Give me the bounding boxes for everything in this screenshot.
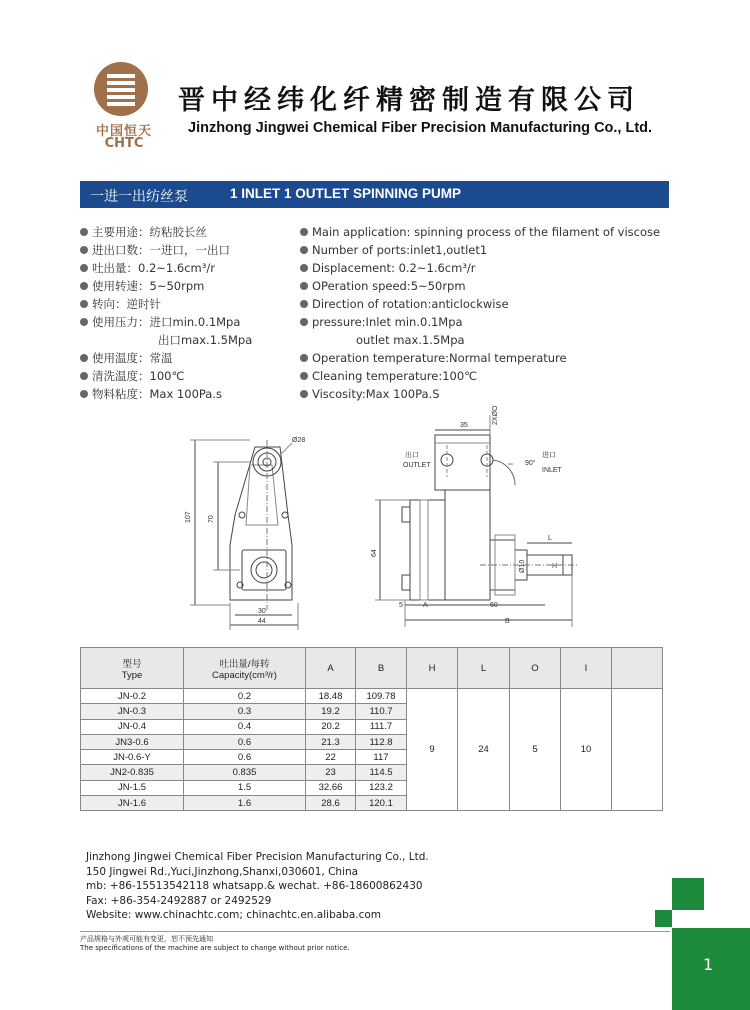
logo-cn: 中国恒天 (95, 124, 152, 139)
spec-item: 转向：逆时针 (80, 295, 252, 313)
dim-label: I (508, 463, 515, 465)
shared-h: 9 (407, 689, 458, 811)
pump-side-view-drawing (365, 395, 580, 635)
shared-i: 10 (561, 689, 612, 811)
table-row: JN-0.6-Y 0.6 22 117 (81, 750, 663, 765)
dim-label: 70 (208, 515, 215, 523)
spec-item: Cleaning temperature:100℃ (300, 367, 660, 385)
footer-divider (80, 931, 670, 932)
table-header-h: H (407, 648, 458, 689)
dim-label: 35 (460, 422, 468, 429)
spec-item: 吐出量：0.2~1.6cm³/r (80, 259, 252, 277)
spec-item: Viscosity:Max 100Pa.S (300, 385, 660, 403)
table-header-blank (612, 648, 663, 689)
spec-item: 物料粘度：Max 100Pa.s (80, 385, 252, 403)
spec-item: Operation temperature:Normal temperature (300, 349, 660, 367)
dim-label: 107 (185, 511, 192, 523)
table-header-type: 型号 Type (81, 648, 184, 689)
spec-list-cn (80, 223, 252, 403)
spec-item: 使用温度：常温 (80, 349, 252, 367)
company-title-en: Jinzhong Jingwei Chemical Fiber Precision Manufacturing Co., Ltd. (188, 120, 653, 136)
company-title-cn: 晋中经纬化纤精密制造有限公司 (178, 85, 640, 116)
table-header-capacity: 吐出量/每转 Capacity(cm³/r) (184, 648, 306, 689)
spec-item: 使用转速：5~50rpm (80, 277, 252, 295)
spec-item: pressure:Inlet min.0.1Mpa (300, 313, 660, 331)
table-row: JN3-0.6 0.6 21.3 112.8 (81, 734, 663, 749)
company-logo (88, 62, 160, 152)
spec-item: OPeration speed:5~50rpm (300, 277, 660, 295)
dim-label: 44 (258, 618, 266, 625)
table-row: JN-0.2 0.2 18.48 109.78 9 24 5 10 (81, 689, 663, 704)
decor-square (672, 878, 704, 910)
table-header-i: I (561, 648, 612, 689)
table-header-l: L (458, 648, 510, 689)
table-row: JN2-0.835 0.835 23 114.5 (81, 765, 663, 780)
contact-company: Jinzhong Jingwei Chemical Fiber Precision Manufacturing Co., Ltd. (86, 851, 429, 863)
dim-label: 90° (525, 460, 536, 467)
spec-item: Displacement: 0.2~1.6cm³/r (300, 259, 660, 277)
banner-title-cn: 一进一出纺丝泵 (90, 189, 188, 205)
dim-label: 60 (490, 602, 498, 609)
table-row: JN-1.6 1.6 28.6 120.1 (81, 796, 663, 811)
dim-label: 30 (258, 608, 266, 615)
section-banner (80, 181, 669, 208)
dim-label: A (423, 602, 428, 609)
spec-table (80, 647, 663, 811)
spec-item: 进出口数：一进口，一出口 (80, 241, 252, 259)
disclaimer: 产品规格与外观可能有变更，恕不预先通知 The specifications of the machine are subject to change without prior notice. (80, 935, 350, 952)
dim-label: Ø28 (292, 437, 306, 444)
contact-address: 150 Jingwei Rd.,Yuci,Jinzhong,Shanxi,030601, China (86, 865, 359, 878)
spec-item: 清洗温度：100℃ (80, 367, 252, 385)
inlet-label-en: INLET (542, 467, 562, 474)
contact-block (86, 850, 429, 923)
decor-square (655, 910, 672, 927)
dim-label: 64 (371, 549, 378, 557)
contact-website: Website: www.chinachtc.com; chinachtc.en.alibaba.com (86, 909, 382, 922)
outlet-label-en: OUTLET (403, 462, 431, 469)
spec-item: Main application: spinning process of the filament of viscose (300, 223, 660, 241)
spec-item: 主要用途：纺粘胶长丝 (80, 223, 252, 241)
logo-emblem (94, 62, 148, 116)
inlet-label-cn: 进口 (542, 452, 556, 459)
spec-list-en (300, 223, 660, 403)
pump-front-view-drawing (180, 425, 325, 635)
dim-label: 5 (399, 602, 403, 609)
dim-label: H (552, 563, 558, 570)
table-header-b: B (356, 648, 407, 689)
spec-item: outlet max.1.5Mpa (356, 333, 465, 347)
spec-item: Number of ports:inlet1,outlet1 (300, 241, 660, 259)
dim-label: L (548, 535, 552, 542)
dim-label: Ø10 (519, 559, 526, 573)
dim-label: B (505, 618, 510, 625)
spec-item: Direction of rotation:anticlockwise (300, 295, 660, 313)
contact-fax: Fax: +86-354-2492887 or 2492529 (86, 894, 272, 907)
dim-label: 2XØO (492, 405, 499, 425)
page-number: 1 (703, 955, 714, 974)
logo-en: CHTC (104, 136, 144, 151)
shared-o: 5 (510, 689, 561, 811)
table-row: JN-0.4 0.4 20.2 111.7 (81, 719, 663, 734)
contact-phone: mb: +86-15513542118 whatsapp.& wechat. +86-18600862430 (86, 880, 423, 893)
spec-item: 出口max.1.5Mpa (158, 333, 253, 347)
table-header-o: O (510, 648, 561, 689)
outlet-label-cn: 出口 (405, 452, 419, 459)
table-row: JN-0.3 0.3 19.2 110.7 (81, 704, 663, 719)
shared-l: 24 (458, 689, 510, 811)
table-header-a: A (306, 648, 356, 689)
banner-title-en: 1 INLET 1 OUTLET SPINNING PUMP (230, 186, 462, 201)
table-row: JN-1.5 1.5 32.66 123.2 (81, 780, 663, 795)
spec-item: 使用压力：进口min.0.1Mpa (80, 313, 252, 331)
